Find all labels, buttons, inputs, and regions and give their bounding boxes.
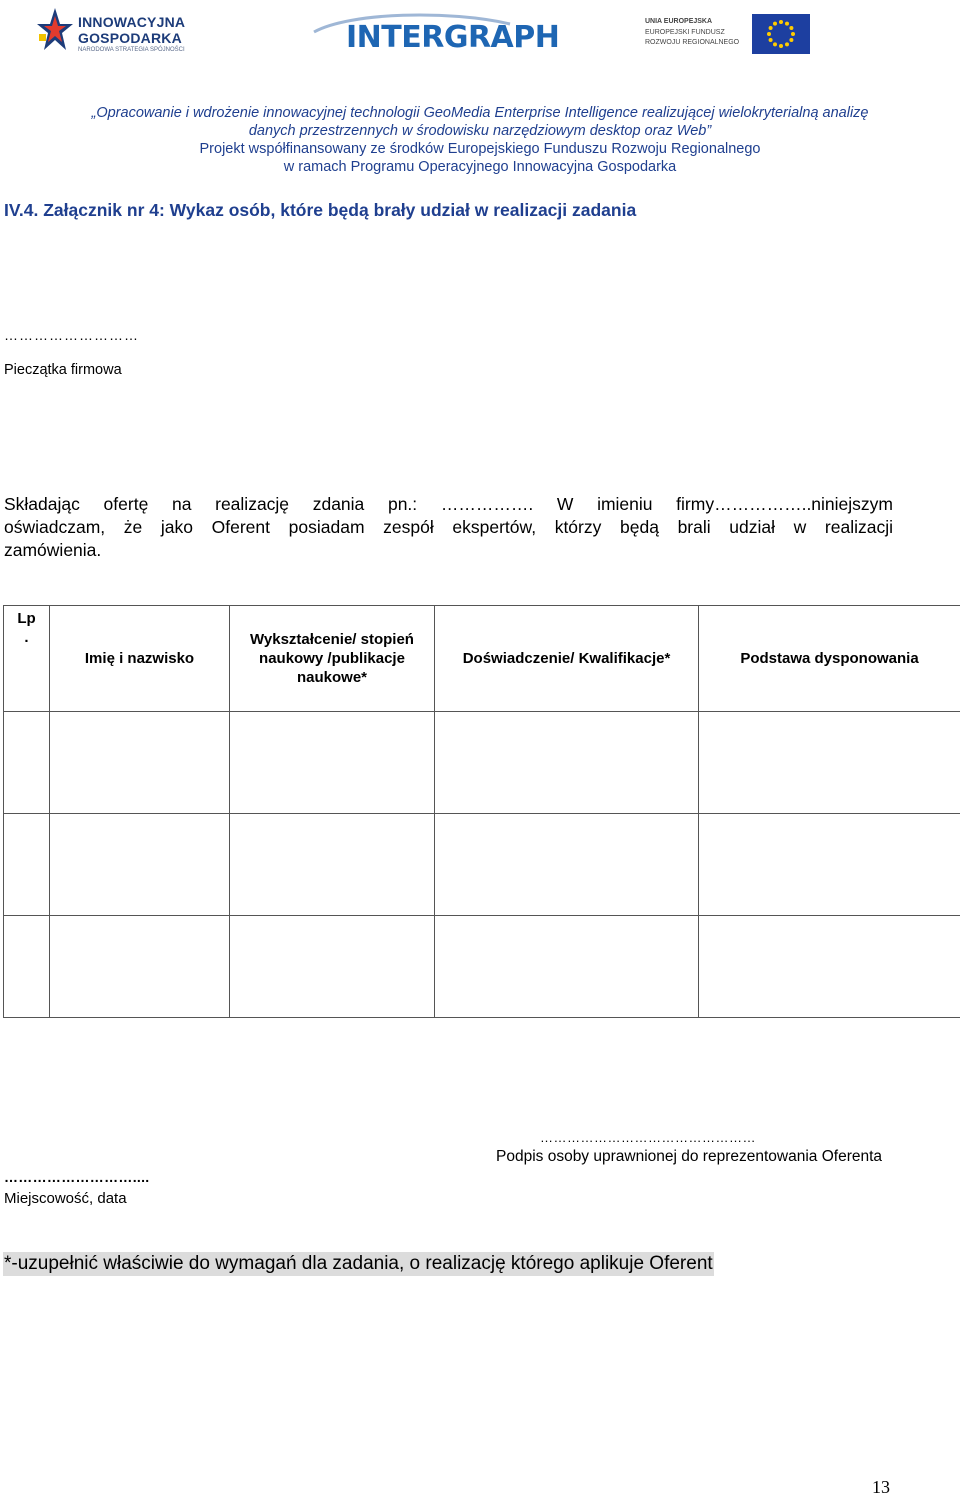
declaration-line-2: oświadczam, że jako Oferent posiadam zespół ekspertów, którzy będą brali udział w realizacji: [4, 516, 893, 539]
innowacyjna-gospodarka-logo: [36, 6, 196, 56]
eu-logo: [640, 14, 810, 54]
logo-right-line2: EUROPEJSKI FUNDUSZ: [645, 29, 725, 36]
table-cell[interactable]: [230, 916, 435, 1018]
column-header-basis: Podstawa dysponowania: [699, 606, 960, 712]
declaration-paragraph: [4, 493, 893, 562]
stamp-dots: ………………………: [4, 327, 139, 343]
stamp-label: Pieczątka firmowa: [4, 362, 122, 378]
page-number: 13: [872, 1477, 890, 1498]
table-header-row: [4, 606, 960, 712]
table-cell[interactable]: [50, 916, 230, 1018]
signature-dots: …………………………………………: [540, 1130, 756, 1145]
table-cell[interactable]: [50, 712, 230, 814]
section-title: IV.4. Załącznik nr 4: Wykaz osób, które będą brały udział w realizacji zadania: [4, 200, 636, 221]
intergraph-wordmark: INTERGRAPH: [346, 20, 559, 55]
table-cell[interactable]: [699, 814, 960, 916]
project-line-4: w ramach Programu Operacyjnego Innowacyjna Gospodarka: [0, 158, 960, 176]
table-row: [4, 916, 960, 1018]
table-cell[interactable]: [699, 916, 960, 1018]
column-header-name: Imię i nazwisko: [50, 606, 230, 712]
footnote: *-uzupełnić właściwie do wymagań dla zadania, o realizację którego aplikuje Oferent: [3, 1252, 714, 1276]
eu-flag-icon: [752, 14, 810, 54]
table-cell[interactable]: [435, 712, 699, 814]
project-line-3: Projekt współfinansowany ze środków Europejskiego Funduszu Rozwoju Regionalnego: [0, 140, 960, 158]
project-line-2: danych przestrzennych w środowisku narzędziowym desktop oraz Web”: [0, 122, 960, 140]
signature-label: Podpis osoby uprawnionej do reprezentowania Oferenta: [496, 1148, 882, 1166]
table-cell[interactable]: [435, 916, 699, 1018]
logo-right-line3: ROZWOJU REGIONALNEGO: [645, 39, 739, 46]
logo-left-line1: INNOWACYJNA: [78, 14, 185, 30]
table-cell[interactable]: [230, 814, 435, 916]
declaration-line-3: zamówienia.: [4, 539, 893, 562]
table-row: [4, 712, 960, 814]
declaration-line-1: Składając ofertę na realizację zdania pn.: ……………. W imieniu firmy……………..niniejszym: [4, 493, 893, 516]
intergraph-logo: [310, 10, 520, 58]
logo-right-line1: UNIA EUROPEJSKA: [645, 18, 712, 25]
place-date-dots: ………………………....: [4, 1169, 149, 1185]
table-cell[interactable]: [230, 712, 435, 814]
star-logo-icon: [36, 6, 74, 54]
column-header-experience: Doświadczenie/ Kwalifikacje*: [435, 606, 699, 712]
place-date-label: Miejscowość, data: [4, 1190, 127, 1207]
table-row: [4, 814, 960, 916]
table-cell[interactable]: [435, 814, 699, 916]
table-cell[interactable]: [4, 916, 50, 1018]
table-cell[interactable]: [4, 814, 50, 916]
logo-left-line2: GOSPODARKA: [78, 30, 182, 46]
logo-left-line3: NARODOWA STRATEGIA SPÓJNOŚCI: [78, 47, 185, 53]
column-header-lp: Lp .: [4, 606, 50, 712]
persons-table: [3, 605, 960, 1018]
table-cell[interactable]: [699, 712, 960, 814]
table-cell[interactable]: [4, 712, 50, 814]
column-header-education: Wykształcenie/ stopień naukowy /publikacje naukowe*: [230, 606, 435, 712]
table-cell[interactable]: [50, 814, 230, 916]
project-line-1: „Opracowanie i wdrożenie innowacyjnej technologii GeoMedia Enterprise Intelligence realizującej wielokryterialną analizę: [0, 104, 960, 122]
